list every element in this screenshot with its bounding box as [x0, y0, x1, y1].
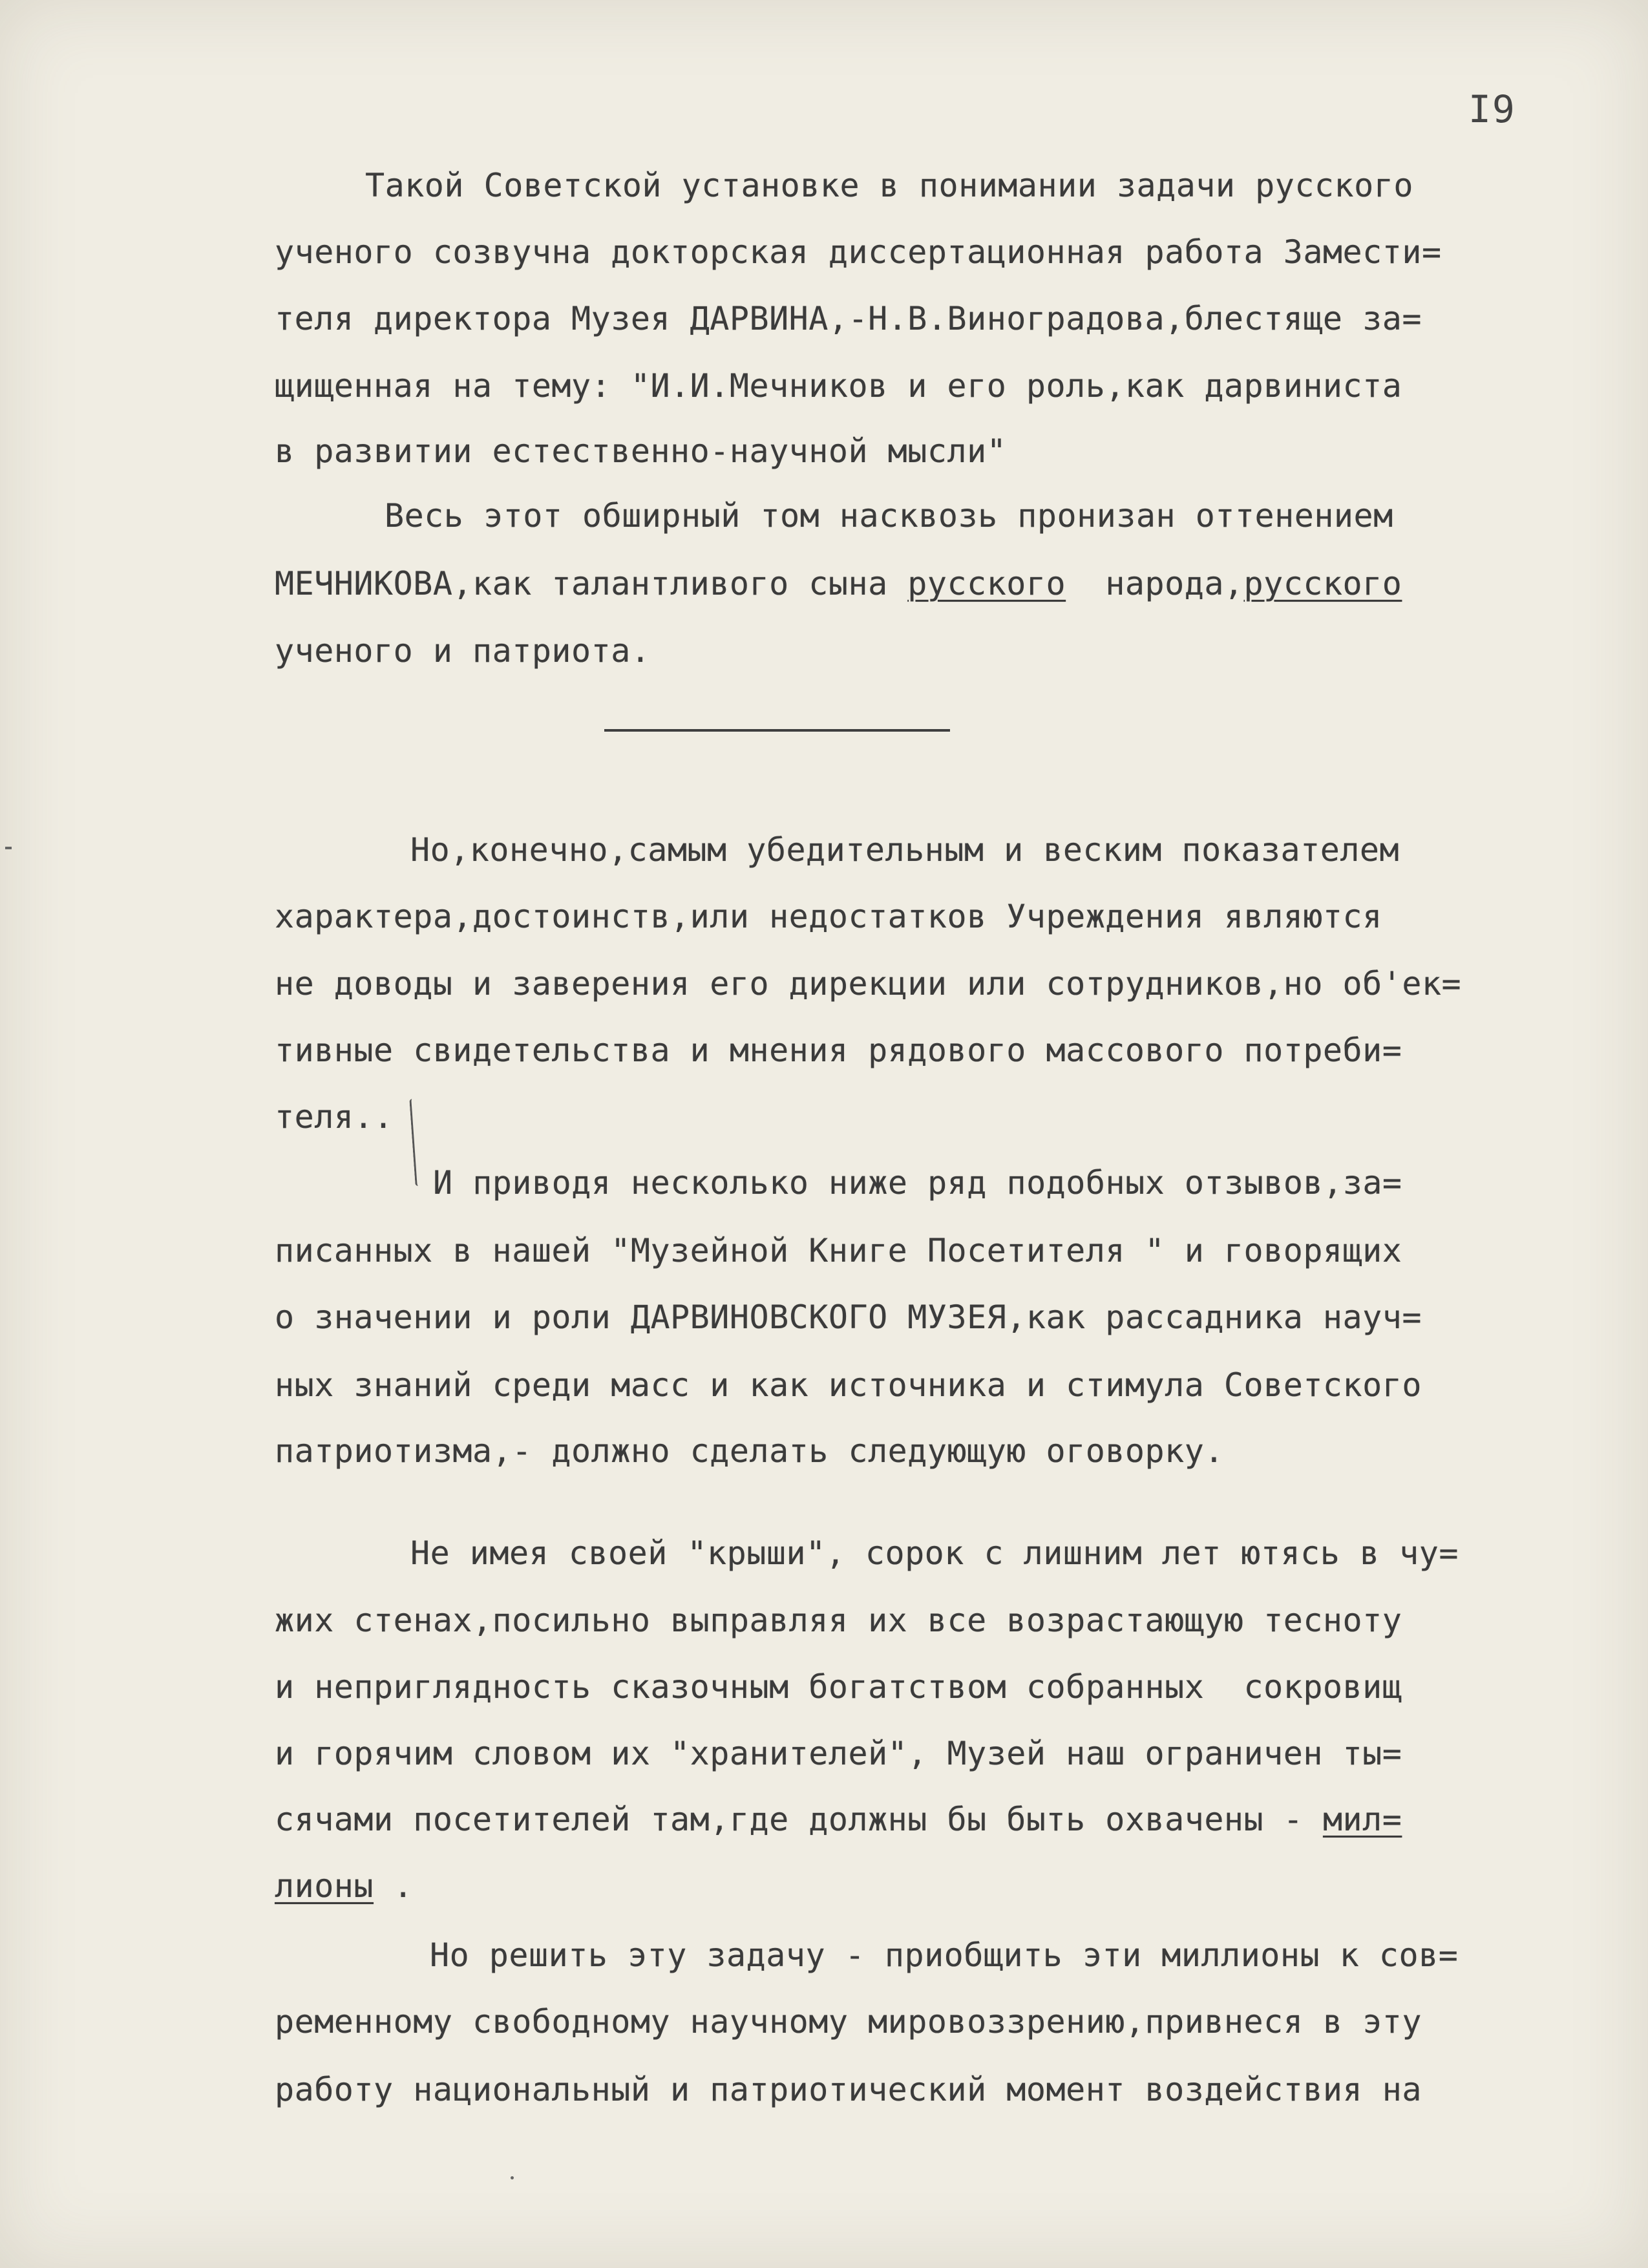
- handwritten-margin-mark: [409, 1099, 421, 1186]
- text-line: и неприглядность сказочным богатством собранных сокровищ: [275, 1668, 1402, 1706]
- text-line: теля..: [275, 1098, 394, 1136]
- text-segment: сячами посетителей там,где должны бы быть охвачены -: [275, 1801, 1323, 1838]
- page-number: I9: [1468, 87, 1516, 131]
- text-line-with-underlines: [275, 567, 1402, 600]
- text-line: ременному свободному научному мировоззрению,привнеся в эту: [275, 2003, 1422, 2040]
- text-line: Но решить эту задачу - приобщить эти миллионы к сов=: [430, 1936, 1459, 1974]
- text-line: о значении и роли ДАРВИНОВСКОГО МУЗЕЯ,как рассадника науч=: [275, 1298, 1422, 1336]
- text-line: теля директора Музея ДАРВИНА,-Н.В.Виноградова,блестяще за=: [275, 300, 1422, 337]
- text-line: И приводя несколько ниже ряд подобных отзывов,за=: [433, 1164, 1402, 1202]
- text-segment: народа,: [1066, 565, 1244, 602]
- underlined-word: русского: [1243, 565, 1402, 602]
- ink-dot: [511, 2176, 514, 2179]
- text-line: характера,достоинств,или недостатков Учреждения являются: [275, 898, 1382, 935]
- text-line: ных знаний среди масс и как источника и стимула Советского: [275, 1366, 1422, 1404]
- text-segment: МЕЧНИКОВА,как талантливого сына: [275, 565, 908, 602]
- text-line: Но,конечно,самым убедительным и веским показателем: [410, 831, 1400, 869]
- text-line: Такой Советской установке в понимании задачи русского: [365, 167, 1413, 204]
- text-line: Не имея своей "крыши", сорок с лишним лет ютясь в чу=: [410, 1534, 1459, 1572]
- text-line: жих стенах,посильно выправляя их все возрастающую тесноту: [275, 1602, 1402, 1639]
- underlined-word: русского: [907, 565, 1066, 602]
- text-segment: .: [374, 1867, 414, 1905]
- text-line: не доводы и заверения его дирекции или сотрудников,но об'ек=: [275, 965, 1462, 1002]
- text-line: ученого и патриота.: [275, 632, 651, 670]
- section-separator: [604, 729, 950, 732]
- text-line: ученого созвучна докторская диссертационная работа Замести=: [275, 233, 1442, 271]
- text-line-with-underline: [275, 1803, 1402, 1836]
- text-line: щищенная на тему: "И.И.Мечников и его роль,как дарвиниста: [275, 367, 1402, 405]
- text-line: в развитии естественно-научной мысли": [275, 432, 1007, 470]
- text-line: работу национальный и патриотический момент воздействия на: [275, 2071, 1422, 2108]
- edge-mark: [5, 847, 12, 849]
- text-line: патриотизма,- должно сделать следующую оговорку.: [275, 1432, 1224, 1470]
- text-line: писанных в нашей "Музейной Книге Посетителя " и говорящих: [275, 1232, 1402, 1269]
- text-line: тивные свидетельства и мнения рядового массового потреби=: [275, 1032, 1402, 1069]
- underlined-word: мил=: [1322, 1801, 1402, 1838]
- text-line: Весь этот обширный том насквозь пронизан оттенением: [385, 497, 1393, 535]
- text-line: и горячим словом их "хранителей", Музей наш ограничен ты=: [275, 1735, 1402, 1772]
- text-line-with-underline: [275, 1867, 414, 1905]
- underlined-word: лионы: [275, 1867, 374, 1905]
